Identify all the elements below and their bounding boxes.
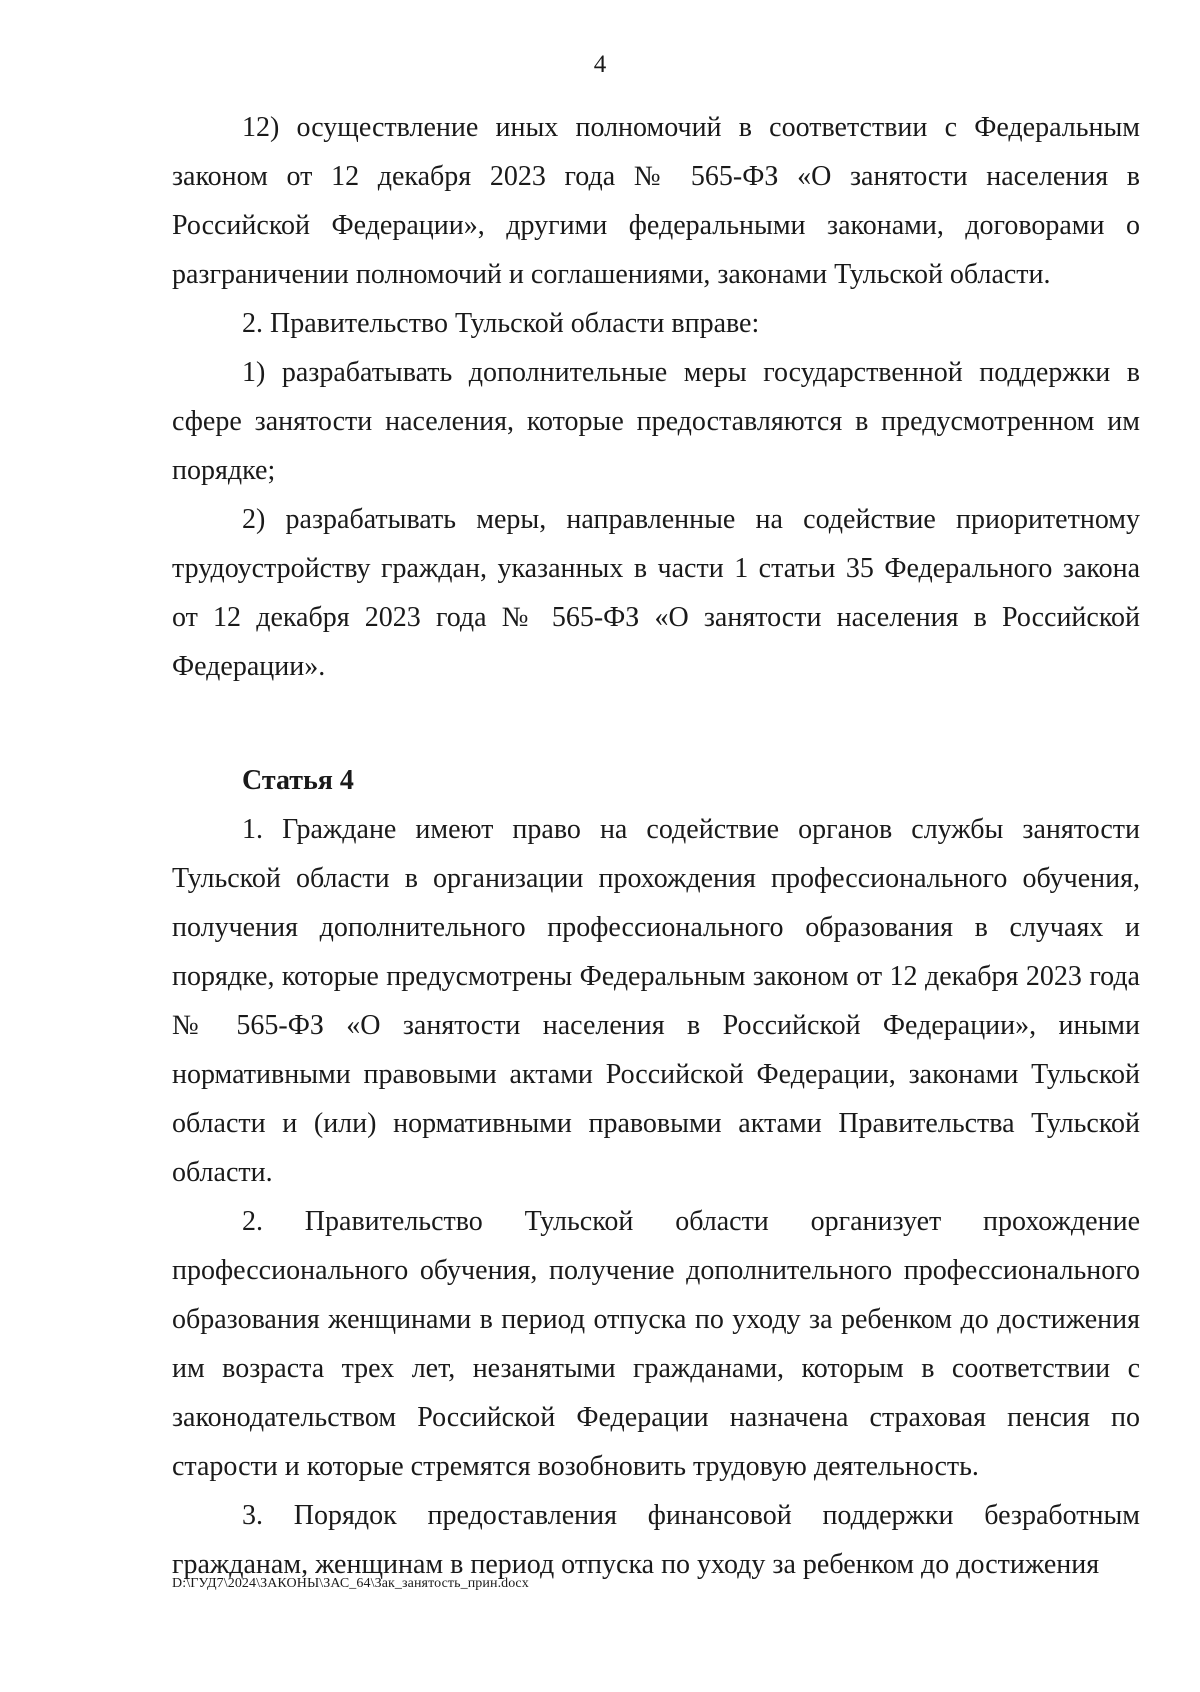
paragraph-item-12: 12) осуществление иных полномочий в соответствии с Федеральным законом от 12 декабря 2023 года № 565-ФЗ «О занятости населения в Российской Федерации», другими федеральными законами, договорами о разграничении полномочий и соглашениями, законами Тульской области. xyxy=(172,112,1140,290)
paragraph-subitem-2: 2) разрабатывать меры, направленные на содействие приоритетному трудоустройству граждан, указанных в части 1 статьи 35 Федерального закона от 12 декабря 2023 года № 565-ФЗ «О занятости населения в Российской Федерации». xyxy=(172,504,1140,682)
article-paragraph-2: 2. Правительство Тульской области организует прохождение профессионального обучения, получение дополнительного профессионального образования женщинами в период отпуска по уходу за ребенком до достижения им возраста трех лет, незанятыми гражданами, которым в соответствии с законодательством Российской Федерации назначена страховая пенсия по старости и которые стремятся возобновить трудовую деятельность. xyxy=(172,1206,1140,1482)
paragraph-government-rights: 2. Правительство Тульской области вправе: xyxy=(242,308,760,339)
article-paragraph-3: 3. Порядок предоставления финансовой поддержки безработным гражданам, женщинам в период отпуска по уходу за ребенком до достижения xyxy=(172,1500,1140,1580)
page-number: 4 xyxy=(593,51,607,78)
file-path-footer: D:\ГУД7\2024\ЗАКОНЫ\ЗАС_64\Зак_занятость_прин.docx xyxy=(172,1576,529,1591)
article-heading: Статья 4 xyxy=(242,765,354,796)
paragraph-subitem-1: 1) разрабатывать дополнительные меры государственной поддержки в сфере занятости населения, которые предоставляются в предусмотренном им порядке; xyxy=(172,357,1140,486)
article-paragraph-1: 1. Граждане имеют право на содействие органов службы занятости Тульской области в организации прохождения профессионального обучения, получения дополнительного профессионального образования в случаях и порядке, которые предусмотрены Федеральным законом от 12 декабря 2023 года № 565-ФЗ «О занятости населения в Российской Федерации», иными нормативными правовыми актами Российской Федерации, законами Тульской области и (или) нормативными правовыми актами Правительства Тульской области. xyxy=(172,814,1140,1188)
document-body xyxy=(172,103,1140,1589)
